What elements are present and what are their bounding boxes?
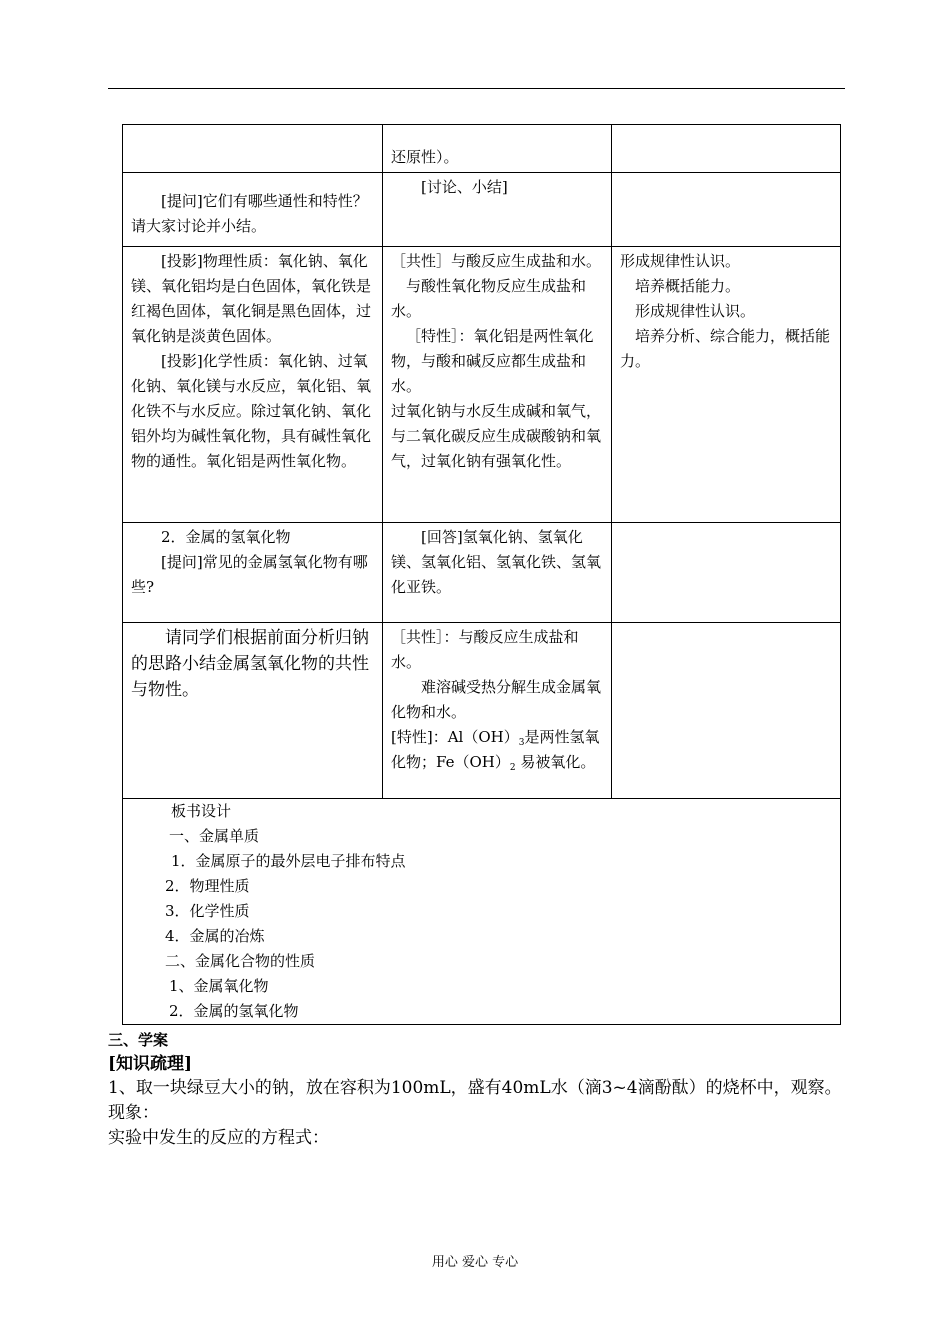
lesson-plan-table — [122, 124, 841, 1025]
exercise-item: 1、取一块绿豆大小的钠，放在容积为100mL，盛有40mL水（滴3~4滴酚酞）的烧杯中，观察。 — [108, 1078, 842, 1098]
cell-text: [提问]常见的金属氢氧化物有哪些? — [131, 553, 368, 596]
table-cell — [123, 623, 383, 799]
cell-text: 请同学们根据前面分析归钠的思路小结金属氢氧化物的共性与物性。 — [131, 628, 369, 700]
cell-text: 难溶碱受热分解生成金属氧化物和水。 — [391, 678, 602, 721]
cell-text: 培养分析、综合能力，概括能力。 — [620, 327, 831, 370]
cell-text: 与酸性氧化物反应生成盐和水。 — [391, 277, 587, 320]
study-guide-section — [108, 1028, 848, 1151]
cell-text: ［共性］与酸反应生成盐和水。 — [391, 252, 602, 270]
board-design-cell — [123, 799, 841, 1025]
table-cell — [383, 125, 612, 173]
cell-text: 过氧化钠与水反生成碱和氧气，与二氧化碳反应生成碳酸钠和氧气，过氧化钠有强氧化性。 — [391, 402, 602, 470]
table-cell — [383, 247, 612, 523]
table-cell — [123, 523, 383, 623]
cell-text: ［共性］：与酸反应生成盐和水。 — [391, 628, 579, 671]
board-line: 3．化学性质 — [165, 902, 250, 920]
table-cell — [383, 623, 612, 799]
table-row — [123, 523, 841, 623]
board-line: 一、金属单质 — [169, 827, 260, 845]
table-row — [123, 799, 841, 1025]
cell-text: [特性]：$Al(OH)_3$是两性氢氧化物；$Fe(OH)_2$ 易被氧化。 — [391, 728, 600, 773]
header-rule — [108, 88, 845, 89]
table-cell — [123, 125, 383, 173]
cell-text: [投影]化学性质：氧化钠、过氧化钠、氧化镁与水反应，氧化铝、氧化铁不与水反应。除过氧化钠、氧化铝外均为碱性氧化物，具有碱性氧化物的通性。氧化铝是两性氧化物。 — [131, 352, 372, 470]
cell-text: [投影]物理性质：氧化钠、氧化镁、氧化铝均是白色固体，氧化铁是红褐色固体，氧化铜是黑色固体，过氧化钠是淡黄色固体。 — [131, 252, 372, 345]
cell-text: 形成规律性认识。 — [635, 302, 756, 320]
table-cell — [383, 523, 612, 623]
table-cell — [612, 247, 841, 523]
table-cell — [612, 173, 841, 247]
board-title: 板书设计 — [171, 802, 232, 820]
table-cell — [123, 247, 383, 523]
cell-text: 还原性）。 — [391, 148, 459, 166]
cell-text: 2．金属的氢氧化物 — [161, 528, 291, 546]
cell-text: ［特性］：氧化铝是两性氧化物，与酸和碱反应都生成盐和水。 — [391, 327, 594, 395]
board-line: 2．物理性质 — [165, 877, 250, 895]
table-cell — [123, 173, 383, 247]
equation-label: 实验中发生的反应的方程式： — [108, 1128, 329, 1148]
table-row — [123, 173, 841, 247]
table-row — [123, 623, 841, 799]
table-cell — [383, 173, 612, 247]
cell-text: [回答]氢氧化钠、氢氧化镁、氢氧化铝、氢氧化铁、氢氧化亚铁。 — [391, 528, 602, 596]
table-cell — [612, 623, 841, 799]
table-row — [123, 247, 841, 523]
board-line: 1．金属原子的最外层电子排布特点 — [171, 852, 406, 870]
phenomenon-label: 现象： — [108, 1103, 159, 1123]
board-line: 2．金属的氢氧化物 — [169, 1002, 299, 1020]
section-title: 三、学案 — [108, 1031, 169, 1049]
cell-text: 培养概括能力。 — [635, 277, 741, 295]
cell-text: [提问]它们有哪些通性和特性？请大家讨论并小结。 — [131, 192, 368, 235]
page-footer: 用心 爱心 专心 — [431, 1255, 519, 1270]
cell-text: 形成规律性认识。 — [620, 252, 741, 270]
board-line: 二、金属化合物的性质 — [165, 952, 316, 970]
table-cell — [612, 125, 841, 173]
table-row — [123, 125, 841, 173]
board-line: 1、金属氧化物 — [169, 977, 269, 995]
table-cell — [612, 523, 841, 623]
section-subtitle: [知识疏理] — [108, 1054, 193, 1074]
cell-text: [讨论、小结] — [421, 178, 508, 196]
board-line: 4．金属的冶炼 — [165, 927, 265, 945]
